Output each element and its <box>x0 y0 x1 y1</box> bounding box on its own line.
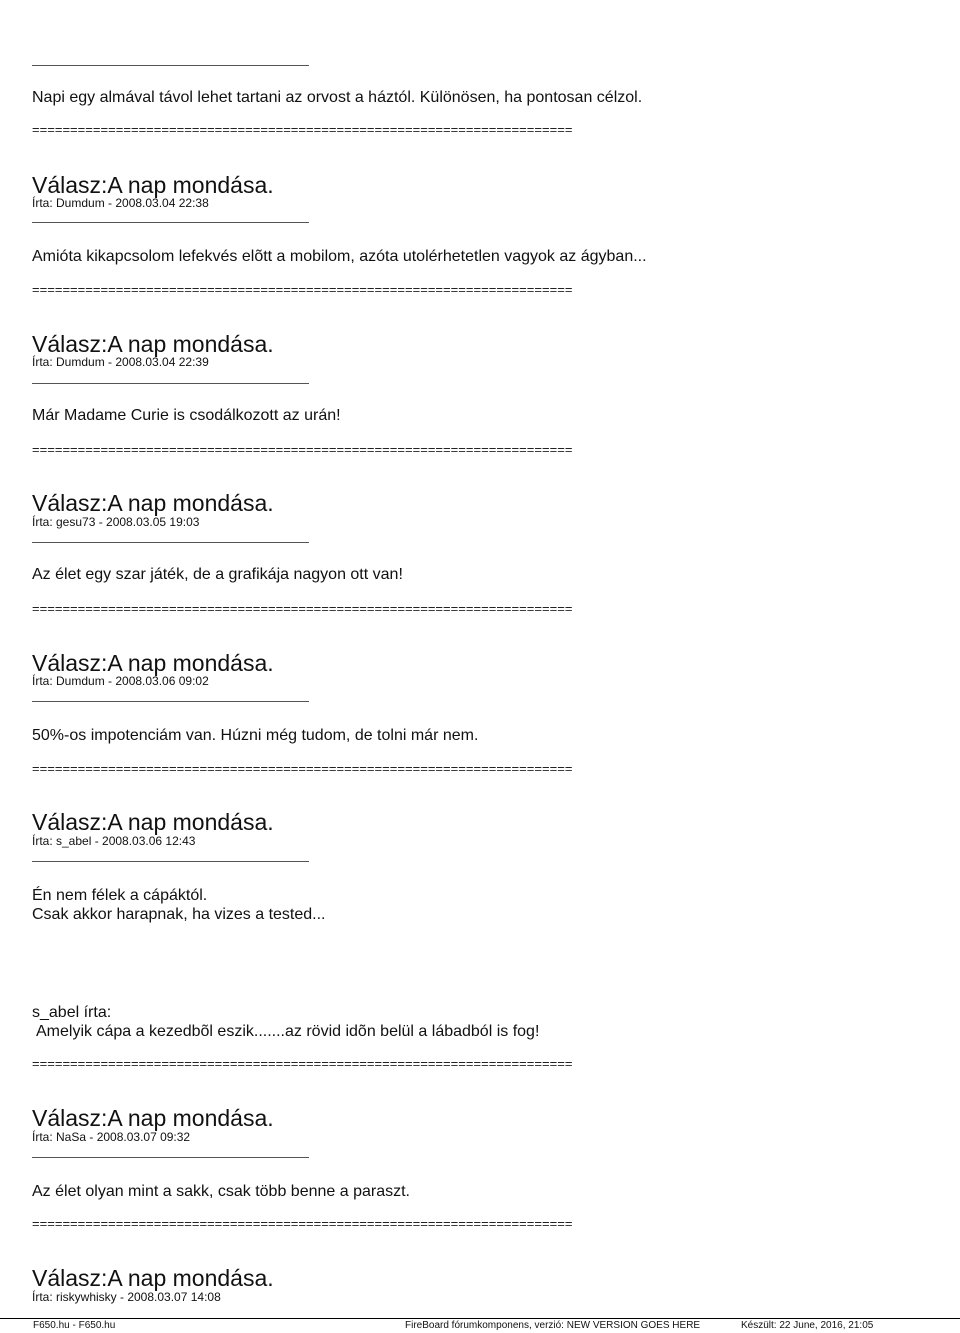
post-meta: Írta: riskywhisky - 2008.03.07 14:08 <box>32 1290 221 1304</box>
post-title: Válasz:A nap mondása. <box>32 490 274 516</box>
post-body: Én nem félek a cápáktól. <box>32 887 208 904</box>
post-divider <box>32 222 309 223</box>
post-meta: Írta: gesu73 - 2008.03.05 19:03 <box>32 515 200 529</box>
post-divider <box>32 65 309 66</box>
post-title: Válasz:A nap mondása. <box>32 1105 274 1131</box>
post-separator: ======================================================================= <box>32 124 573 136</box>
post-body: Az élet egy szar játék, de a grafikája nagyon ott van! <box>32 566 403 583</box>
post-body: Már Madame Curie is csodálkozott az urán! <box>32 407 341 424</box>
post-separator: ======================================================================= <box>32 763 573 775</box>
post-separator: ======================================================================= <box>32 1058 573 1070</box>
post-meta: Írta: Dumdum - 2008.03.04 22:39 <box>32 355 209 369</box>
post-meta: Írta: Dumdum - 2008.03.04 22:38 <box>32 196 209 210</box>
post-body: Csak akkor harapnak, ha vizes a tested... <box>32 906 326 923</box>
post-title: Válasz:A nap mondása. <box>32 809 274 835</box>
post-body: Napi egy almával távol lehet tartani az orvost a háztól. Különösen, ha pontosan célzol. <box>32 89 643 106</box>
footer-site: F650.hu - F650.hu <box>33 1320 116 1331</box>
post-title: Válasz:A nap mondása. <box>32 1265 274 1291</box>
post-meta: Írta: s_abel - 2008.03.06 12:43 <box>32 834 196 848</box>
post-title: Válasz:A nap mondása. <box>32 172 274 198</box>
footer-component: FireBoard fórumkomponens, verzió: NEW VERSION GOES HERE <box>405 1320 701 1331</box>
post-title: Válasz:A nap mondása. <box>32 331 274 357</box>
post-separator: ======================================================================= <box>32 603 573 615</box>
post-body: Amióta kikapcsolom lefekvés elõtt a mobilom, azóta utolérhetetlen vagyok az ágyban... <box>32 248 647 265</box>
post-separator: ======================================================================= <box>32 1218 573 1230</box>
quote-author: s_abel írta: <box>32 1004 112 1021</box>
post-divider <box>32 542 309 543</box>
post-separator: ======================================================================= <box>32 444 573 456</box>
post-body: 50%-os impotenciám van. Húzni még tudom, de tolni már nem. <box>32 727 479 744</box>
page-footer <box>0 1318 960 1333</box>
post-divider <box>32 861 309 862</box>
post-divider <box>32 701 309 702</box>
post-meta: Írta: NaSa - 2008.03.07 09:32 <box>32 1130 191 1144</box>
quote-text: Amelyik cápa a kezedbõl eszik.......az rövid idõn belül a lábadból is fog! <box>36 1023 540 1040</box>
post-divider <box>32 383 309 384</box>
post-title: Válasz:A nap mondása. <box>32 650 274 676</box>
post-body: Az élet olyan mint a sakk, csak több benne a paraszt. <box>32 1183 410 1200</box>
footer-created: Készült: 22 June, 2016, 21:05 <box>741 1320 874 1331</box>
post-meta: Írta: Dumdum - 2008.03.06 09:02 <box>32 674 209 688</box>
post-separator: ======================================================================= <box>32 284 573 296</box>
post-divider <box>32 1157 309 1158</box>
